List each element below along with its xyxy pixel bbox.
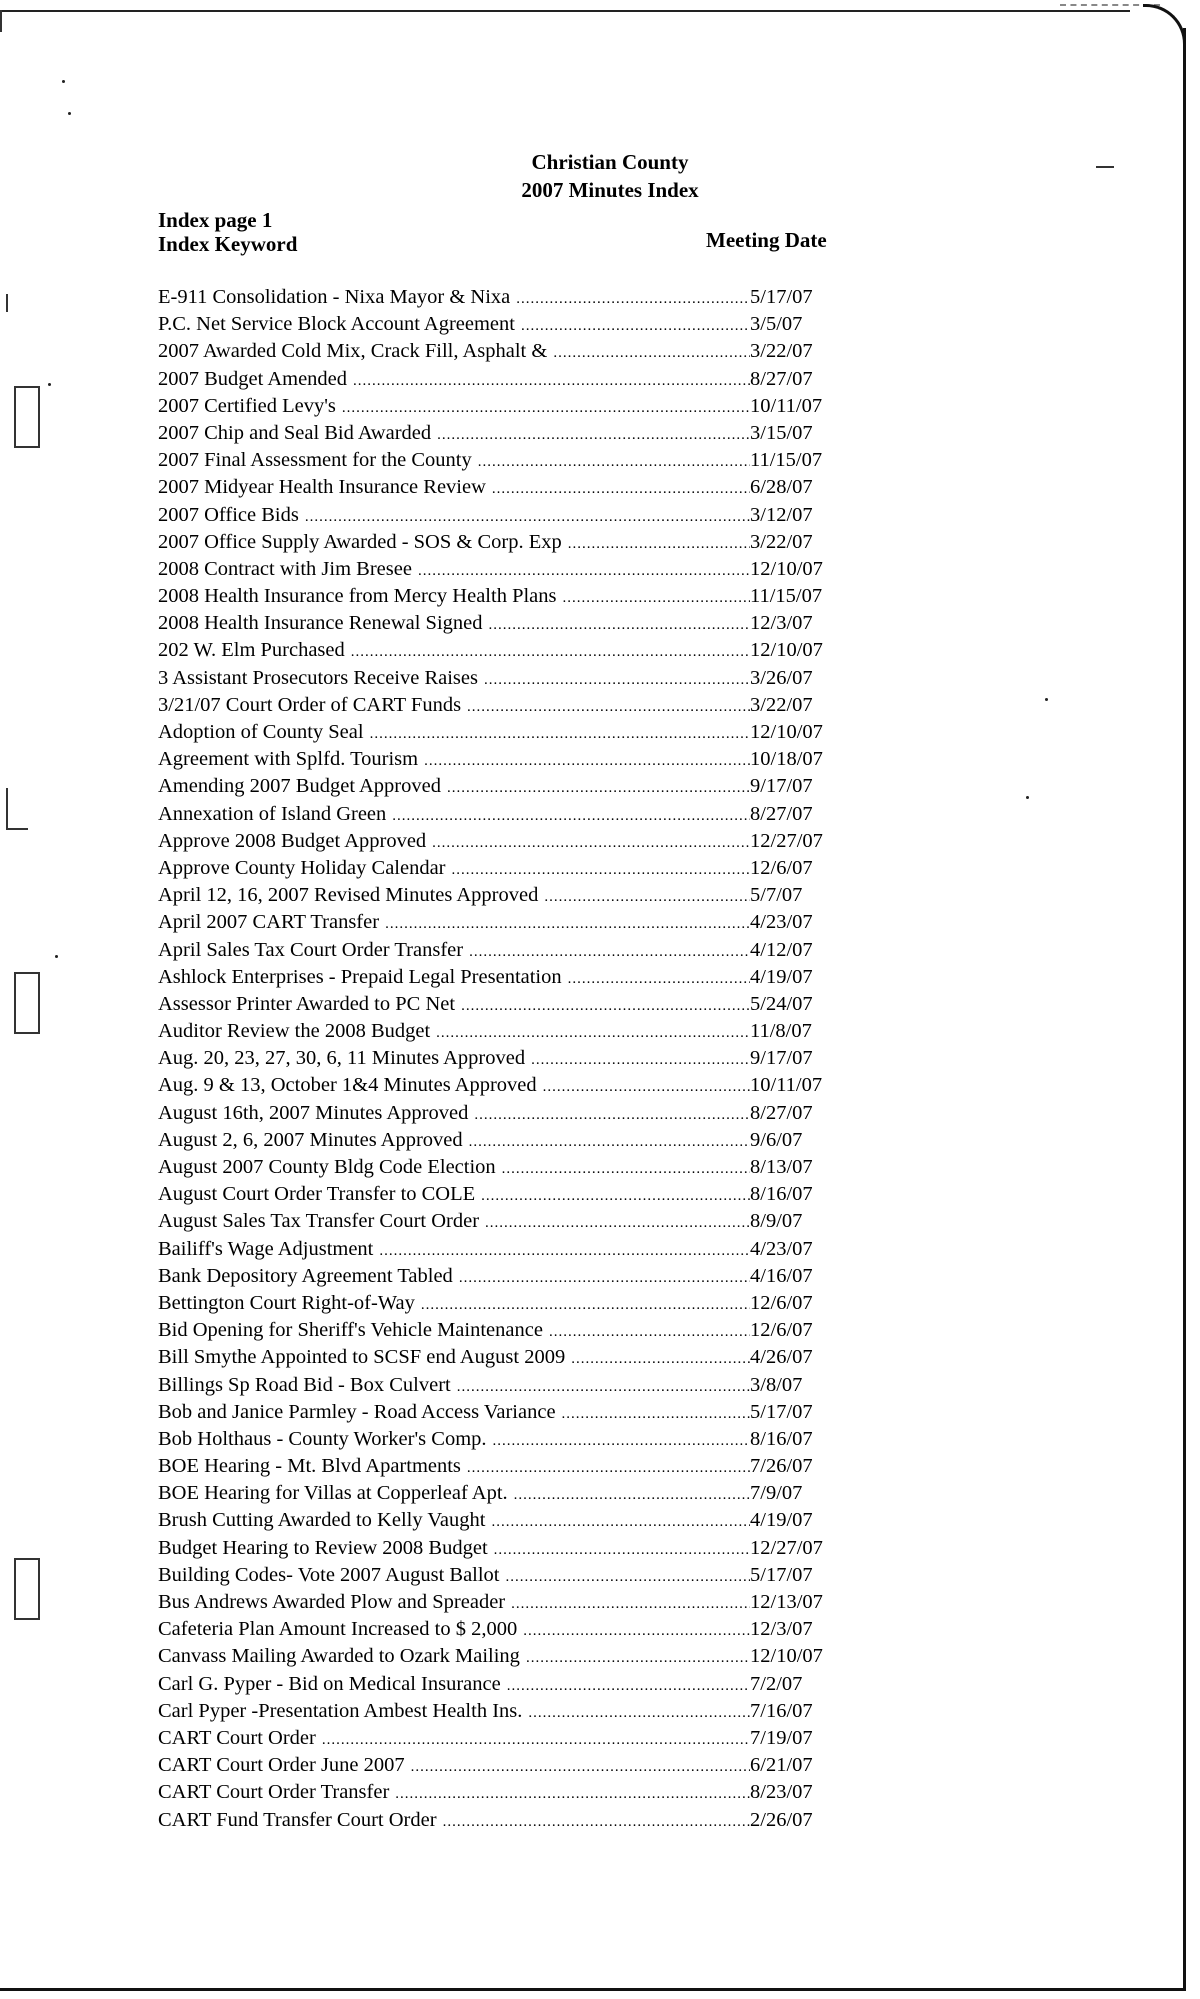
scan-speck [1045, 698, 1048, 701]
punch-hole-1 [14, 386, 40, 448]
entry-meeting-date: 12/6/07 [750, 856, 813, 879]
dot-leader [544, 887, 750, 907]
dot-leader [418, 561, 750, 581]
entry-keyword: 3 Assistant Prosecutors Receive Raises [158, 666, 478, 689]
dot-leader [514, 1485, 750, 1505]
dot-leader [421, 1295, 750, 1315]
dot-leader [424, 751, 750, 771]
index-entry [158, 993, 838, 1020]
entry-keyword: Canvass Mailing Awarded to Ozark Mailing [158, 1645, 520, 1668]
entry-keyword: Bank Depository Agreement Tabled [158, 1264, 453, 1287]
entry-keyword: Cafeteria Plan Amount Increased to $ 2,000 [158, 1618, 518, 1641]
index-entry [158, 504, 838, 531]
dot-leader [370, 724, 750, 744]
index-entry [158, 911, 838, 938]
dot-leader [521, 316, 750, 336]
entry-meeting-date: 11/15/07 [750, 585, 823, 608]
entry-keyword: 2007 Chip and Seal Bid Awarded [158, 421, 432, 444]
index-entry [158, 585, 838, 612]
dot-leader [543, 1077, 750, 1097]
entry-meeting-date: 8/16/07 [750, 1183, 813, 1206]
dot-leader [385, 914, 750, 934]
entry-keyword: Budget Hearing to Review 2008 Budget [158, 1536, 488, 1559]
dot-leader [549, 1322, 750, 1342]
entry-keyword: CART Fund Transfer Court Order [158, 1808, 437, 1831]
entry-meeting-date: 8/27/07 [750, 367, 813, 390]
scan-edge-right [1183, 28, 1186, 1988]
entry-keyword: Agreement with Splfd. Tourism [158, 748, 419, 771]
dot-leader [523, 1621, 750, 1641]
dot-leader [516, 289, 750, 309]
entry-meeting-date: 12/3/07 [750, 612, 813, 635]
entry-keyword: 2007 Budget Amended [158, 367, 348, 390]
index-entry [158, 1673, 838, 1700]
entry-meeting-date: 11/8/07 [750, 1020, 812, 1043]
entry-meeting-date: 3/22/07 [750, 340, 813, 363]
scan-edge-bottom [0, 1988, 1186, 1991]
index-entry [158, 340, 838, 367]
dot-leader [353, 371, 750, 391]
dot-leader [457, 1377, 750, 1397]
dot-leader [511, 1594, 750, 1614]
entry-meeting-date: 2/26/07 [750, 1808, 813, 1831]
index-entry [158, 1265, 838, 1292]
entry-meeting-date: 8/23/07 [750, 1781, 813, 1804]
dot-leader [506, 1567, 750, 1587]
dot-leader [469, 942, 750, 962]
dot-leader [568, 534, 750, 554]
dot-leader [489, 615, 751, 635]
dot-leader [469, 1132, 750, 1152]
index-entry [158, 1591, 838, 1618]
dot-leader [305, 507, 750, 527]
scan-edge-top [0, 10, 1130, 12]
entry-meeting-date: 9/17/07 [750, 775, 813, 798]
index-entry [158, 1700, 838, 1727]
index-entry [158, 1754, 838, 1781]
entry-meeting-date: 12/10/07 [750, 557, 823, 580]
dot-leader [571, 1349, 750, 1369]
entry-keyword: Approve 2008 Budget Approved [158, 829, 427, 852]
entry-keyword: August 2007 County Bldg Code Election [158, 1156, 496, 1178]
entry-meeting-date: 6/21/07 [750, 1754, 813, 1777]
dot-leader [411, 1757, 750, 1777]
index-entry [158, 1238, 838, 1265]
dot-leader [436, 1023, 750, 1043]
entry-keyword: Carl Pyper -Presentation Ambest Health Ins. [158, 1699, 523, 1722]
index-entry [158, 1183, 838, 1210]
dot-leader [459, 1268, 750, 1288]
entry-meeting-date: 3/12/07 [750, 503, 813, 526]
dot-leader [553, 343, 750, 363]
entry-keyword: Adoption of County Seal [158, 721, 364, 743]
entry-keyword: Brush Cutting Awarded to Kelly Vaught [158, 1509, 486, 1532]
dot-leader [494, 1540, 750, 1560]
entry-meeting-date: 5/17/07 [750, 286, 813, 308]
entry-keyword: 2008 Health Insurance from Mercy Health Plans [158, 585, 557, 608]
entry-meeting-date: 4/19/07 [750, 1509, 813, 1532]
entry-keyword: Carl G. Pyper - Bid on Medical Insurance [158, 1672, 501, 1695]
scan-edge-left-tick [0, 10, 2, 32]
index-entry [158, 748, 838, 775]
entry-keyword: 2007 Office Supply Awarded - SOS & Corp. Exp [158, 530, 562, 553]
entry-meeting-date: 6/28/07 [750, 476, 813, 499]
entry-keyword: 2008 Contract with Jim Bresee [158, 557, 412, 580]
dot-leader [478, 452, 750, 472]
entry-keyword: April 12, 16, 2007 Revised Minutes Approved [158, 884, 539, 907]
entry-keyword: Bid Opening for Sheriff's Vehicle Maintenance [158, 1319, 543, 1342]
entry-keyword: Building Codes- Vote 2007 August Ballot [158, 1563, 500, 1586]
dot-leader [484, 670, 750, 690]
index-entry [158, 1156, 838, 1183]
entry-meeting-date: 8/27/07 [750, 1101, 813, 1124]
dot-leader [481, 1186, 750, 1206]
entry-meeting-date: 3/22/07 [750, 693, 813, 716]
dot-leader [342, 398, 750, 418]
index-entry [158, 558, 838, 585]
entry-meeting-date: 12/27/07 [750, 829, 823, 852]
index-entry [158, 1618, 838, 1645]
index-entry [158, 313, 838, 340]
index-entry [158, 286, 838, 313]
scan-mark [6, 788, 8, 828]
dot-leader [491, 1512, 750, 1532]
index-entry [158, 1509, 838, 1536]
entry-meeting-date: 4/16/07 [750, 1264, 813, 1287]
dot-leader [452, 860, 750, 880]
index-entry [158, 1346, 838, 1373]
index-entry [158, 368, 838, 395]
entry-keyword: CART Court Order June 2007 [158, 1754, 405, 1777]
index-entry [158, 857, 838, 884]
index-entry [158, 395, 838, 422]
entry-meeting-date: 12/10/07 [750, 721, 823, 743]
dot-leader [467, 1458, 750, 1478]
entry-keyword: BOE Hearing - Mt. Blvd Apartments [158, 1455, 461, 1478]
dot-leader [443, 1812, 750, 1832]
index-entry [158, 1428, 838, 1455]
scan-speck [1026, 796, 1029, 799]
index-entry [158, 1564, 838, 1591]
entry-keyword: April Sales Tax Court Order Transfer [158, 938, 464, 961]
entry-meeting-date: 10/18/07 [750, 748, 823, 771]
entry-meeting-date: 8/9/07 [750, 1210, 803, 1233]
entry-meeting-date: 7/26/07 [750, 1455, 813, 1478]
punch-hole-3 [14, 1558, 40, 1620]
entry-keyword: Assessor Printer Awarded to PC Net [158, 992, 456, 1015]
dot-leader [502, 1159, 750, 1179]
entry-meeting-date: 8/13/07 [750, 1156, 813, 1178]
dot-leader [493, 1431, 750, 1451]
dot-leader [562, 1404, 750, 1424]
entry-meeting-date: 4/26/07 [750, 1346, 813, 1369]
entry-keyword: 3/21/07 Court Order of CART Funds [158, 693, 462, 716]
scan-speck [62, 80, 65, 83]
index-entry [158, 1401, 838, 1428]
entry-meeting-date: 4/23/07 [750, 1237, 813, 1260]
index-entry [158, 1374, 838, 1401]
dot-leader [322, 1730, 750, 1750]
entry-keyword: Annexation of Island Green [158, 802, 387, 825]
entry-meeting-date: 8/16/07 [750, 1427, 813, 1450]
entry-meeting-date: 11/15/07 [750, 449, 823, 472]
index-entry-list [158, 286, 838, 1836]
index-entry [158, 694, 838, 721]
dot-leader [526, 1648, 750, 1668]
punch-hole-2 [14, 972, 40, 1034]
index-entry [158, 884, 838, 911]
index-entry [158, 1129, 838, 1156]
entry-keyword: 2007 Midyear Health Insurance Review [158, 476, 486, 499]
index-entry [158, 531, 838, 558]
dot-leader [563, 588, 751, 608]
entry-meeting-date: 12/13/07 [750, 1591, 823, 1613]
entry-meeting-date: 12/27/07 [750, 1536, 823, 1559]
index-keyword-heading: Index Keyword [158, 232, 298, 256]
index-entry [158, 721, 838, 748]
dot-leader [568, 969, 750, 989]
index-entry [158, 1645, 838, 1672]
entry-keyword: 202 W. Elm Purchased [158, 639, 345, 662]
index-title: 2007 Minutes Index [521, 178, 699, 202]
entry-keyword: 2007 Final Assessment for the County [158, 449, 472, 472]
entry-keyword: BOE Hearing for Villas at Copperleaf Apt. [158, 1482, 508, 1505]
entry-meeting-date: 5/24/07 [750, 992, 813, 1015]
county-title: Christian County [531, 150, 689, 174]
meeting-date-heading: Meeting Date [706, 228, 827, 252]
dot-leader [447, 778, 750, 798]
entry-meeting-date: 5/17/07 [750, 1563, 813, 1586]
entry-keyword: E-911 Consolidation - Nixa Mayor & Nixa [158, 286, 511, 308]
index-entry [158, 612, 838, 639]
dot-leader [507, 1676, 750, 1696]
entry-keyword: 2007 Certified Levy's [158, 394, 336, 417]
index-entry [158, 1292, 838, 1319]
index-entry [158, 639, 838, 666]
entry-keyword: Ashlock Enterprises - Prepaid Legal Presentation [158, 965, 562, 988]
dot-leader [437, 425, 750, 445]
index-entry [158, 1781, 838, 1808]
index-entry [158, 667, 838, 694]
index-page-label: Index page 1 [158, 208, 273, 232]
entry-keyword: CART Court Order Transfer [158, 1781, 390, 1804]
entry-keyword: August 16th, 2007 Minutes Approved [158, 1101, 469, 1124]
entry-keyword: Bailiff's Wage Adjustment [158, 1237, 374, 1260]
entry-meeting-date: 3/8/07 [750, 1373, 803, 1396]
entry-meeting-date: 8/27/07 [750, 802, 813, 825]
index-entry [158, 775, 838, 802]
entry-keyword: Approve County Holiday Calendar [158, 856, 446, 879]
entry-keyword: August Sales Tax Transfer Court Order [158, 1210, 480, 1233]
index-entry [158, 449, 838, 476]
entry-meeting-date: 4/12/07 [750, 938, 813, 961]
scan-mark [6, 828, 28, 830]
dot-leader [492, 479, 750, 499]
entry-meeting-date: 7/2/07 [750, 1672, 803, 1695]
index-entry [158, 966, 838, 993]
dot-leader [485, 1213, 750, 1233]
entry-keyword: Bob and Janice Parmley - Road Access Variance [158, 1400, 556, 1423]
entry-keyword: August 2, 6, 2007 Minutes Approved [158, 1128, 463, 1151]
entry-keyword: P.C. Net Service Block Account Agreement [158, 313, 515, 336]
entry-meeting-date: 9/6/07 [750, 1128, 803, 1151]
entry-meeting-date: 12/10/07 [750, 639, 823, 662]
index-entry [158, 1455, 838, 1482]
document-title-block [0, 148, 1200, 204]
entry-meeting-date: 4/19/07 [750, 965, 813, 988]
entry-keyword: Bill Smythe Appointed to SCSF end August 2009 [158, 1346, 566, 1369]
entry-keyword: Bettington Court Right-of-Way [158, 1291, 415, 1314]
dot-leader [461, 996, 750, 1016]
index-entry [158, 1020, 838, 1047]
scan-speck [48, 383, 51, 386]
entry-meeting-date: 12/10/07 [750, 1645, 823, 1668]
index-entry [158, 830, 838, 857]
entry-keyword: August Court Order Transfer to COLE [158, 1183, 476, 1206]
entry-meeting-date: 12/3/07 [750, 1618, 813, 1641]
entry-meeting-date: 3/22/07 [750, 530, 813, 553]
entry-meeting-date: 7/19/07 [750, 1726, 813, 1749]
scan-speck [68, 112, 71, 115]
entry-meeting-date: 5/17/07 [750, 1400, 813, 1423]
scan-mark [6, 294, 8, 312]
entry-meeting-date: 3/26/07 [750, 666, 813, 689]
index-entry [158, 1727, 838, 1754]
entry-keyword: Bus Andrews Awarded Plow and Spreader [158, 1591, 506, 1613]
entry-keyword: 2008 Health Insurance Renewal Signed [158, 612, 483, 635]
entry-meeting-date: 9/17/07 [750, 1047, 813, 1070]
entry-meeting-date: 10/11/07 [750, 1074, 823, 1097]
index-entry [158, 1210, 838, 1237]
dot-leader [379, 1241, 750, 1261]
dot-leader [392, 806, 750, 826]
index-entry [158, 1537, 838, 1564]
entry-meeting-date: 3/5/07 [750, 313, 803, 336]
index-entry [158, 1319, 838, 1346]
entry-keyword: Auditor Review the 2008 Budget [158, 1020, 431, 1043]
entry-keyword: Amending 2007 Budget Approved [158, 775, 441, 798]
index-entry [158, 476, 838, 503]
index-entry [158, 422, 838, 449]
entry-meeting-date: 4/23/07 [750, 911, 813, 934]
entry-keyword: 2007 Awarded Cold Mix, Crack Fill, Asphalt & [158, 340, 548, 363]
dot-leader [351, 642, 750, 662]
entry-meeting-date: 10/11/07 [750, 394, 823, 417]
index-entry [158, 1074, 838, 1101]
scan-speck [55, 955, 58, 958]
entry-meeting-date: 5/7/07 [750, 884, 803, 907]
dot-leader [395, 1784, 750, 1804]
index-entry [158, 939, 838, 966]
dot-leader [467, 697, 750, 717]
entry-meeting-date: 12/6/07 [750, 1291, 813, 1314]
entry-meeting-date: 7/9/07 [750, 1482, 803, 1505]
index-entry [158, 1482, 838, 1509]
index-entry [158, 803, 838, 830]
dot-leader [432, 833, 750, 853]
dot-leader [531, 1050, 750, 1070]
entry-meeting-date: 12/6/07 [750, 1319, 813, 1342]
scan-corner [1143, 4, 1186, 47]
entry-keyword: 2007 Office Bids [158, 503, 299, 526]
entry-keyword: CART Court Order [158, 1726, 316, 1749]
entry-keyword: Aug. 9 & 13, October 1&4 Minutes Approved [158, 1074, 537, 1097]
index-entry [158, 1102, 838, 1129]
entry-keyword: Bob Holthaus - County Worker's Comp. [158, 1427, 487, 1450]
entry-keyword: Aug. 20, 23, 27, 30, 6, 11 Minutes Approved [158, 1047, 526, 1070]
index-entry [158, 1047, 838, 1074]
entry-keyword: Billings Sp Road Bid - Box Culvert [158, 1373, 451, 1396]
dot-leader [474, 1105, 750, 1125]
dot-leader [528, 1703, 750, 1723]
index-entry [158, 1809, 838, 1836]
entry-meeting-date: 3/15/07 [750, 421, 813, 444]
entry-meeting-date: 7/16/07 [750, 1699, 813, 1722]
entry-keyword: April 2007 CART Transfer [158, 911, 380, 934]
